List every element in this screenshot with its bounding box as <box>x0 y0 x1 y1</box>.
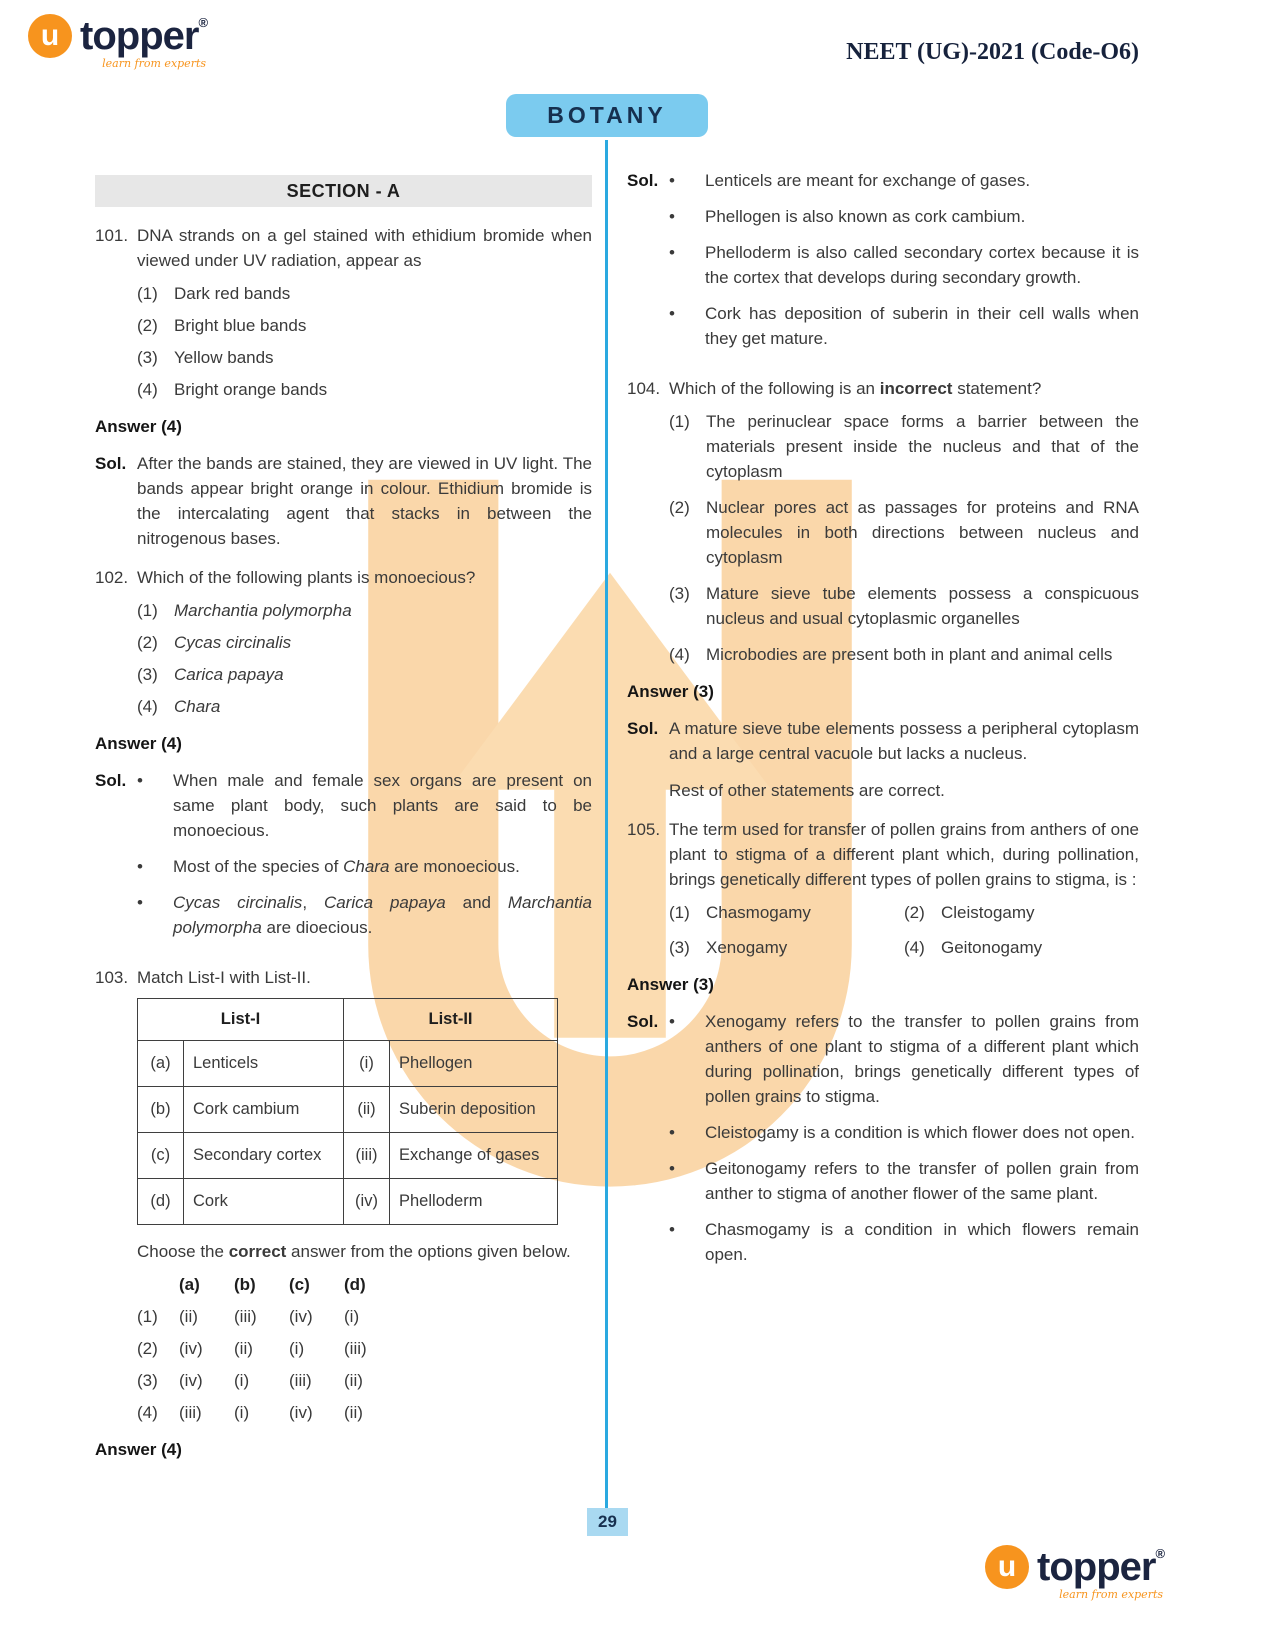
option-text: Bright orange bands <box>174 380 328 399</box>
option-105-2 <box>904 900 1139 925</box>
question-text: The term used for transfer of pollen grains from anthers of one plant to stigma of a different plant which, during pollination, brings genetically different types of pollen grains to stigma, is : <box>669 820 1139 889</box>
solution-bullet <box>669 301 1139 351</box>
choose-instruction: Choose the correct answer from the options given below. <box>137 1242 571 1261</box>
option-101-2 <box>137 313 592 338</box>
question-number: 101. <box>95 226 129 245</box>
option-text: Nuclear pores act as passages for proteins and RNA molecules in both directions between nucleus and cytoplasm <box>706 498 1139 567</box>
solution-bullet <box>137 768 592 843</box>
option-number: (4) <box>904 938 925 957</box>
option-text: Carica papaya <box>174 665 284 684</box>
brand-mark-letter: u <box>997 1550 1017 1583</box>
option-number: (3) <box>669 938 690 957</box>
grid-header: (a) <box>179 1275 200 1294</box>
option-number: (3) <box>137 348 158 367</box>
brand-logo <box>28 14 209 70</box>
solution-103 <box>627 168 1139 362</box>
question-text: DNA strands on a gel stained with ethidium bromide when viewed under UV radiation, appear as <box>137 226 592 270</box>
bullet-icon: • <box>669 243 675 262</box>
bullet-icon: • <box>669 207 675 226</box>
option-104-1 <box>669 409 1139 484</box>
option-number: (1) <box>137 284 158 303</box>
bullet-icon: • <box>137 893 143 912</box>
solution-105 <box>627 1009 1139 1278</box>
brand-logo-icon <box>28 14 72 58</box>
grid-row-number: (3) <box>137 1371 158 1390</box>
grid-header: (c) <box>289 1275 310 1294</box>
bullet-icon: • <box>137 857 143 876</box>
answer-103: Answer (4) <box>95 1440 182 1459</box>
answer-102: Answer (4) <box>95 734 182 753</box>
solution-bullet <box>137 854 592 879</box>
option-text: Mature sieve tube elements possess a conspicuous nucleus and usual cytoplasmic organelles <box>706 584 1139 628</box>
left-column <box>95 175 592 1474</box>
options-105 <box>669 900 1139 960</box>
bullet-text: Phellogen is also known as cork cambium. <box>705 207 1026 226</box>
question-number: 104. <box>627 379 661 398</box>
option-number: (4) <box>669 645 690 664</box>
solution-text: After the bands are stained, they are viewed in UV light. The bands appear bright orange in colour. Ethidium bromide is the intercalating agent that stacks in between the nitrogenous bases. <box>137 454 592 548</box>
document-title: NEET (UG)-2021 (Code-O6) <box>846 39 1139 65</box>
option-number: (3) <box>137 665 158 684</box>
solution-bullet <box>669 204 1139 229</box>
bullet-text: Cork has deposition of suberin in their cell walls when they get mature. <box>705 304 1139 348</box>
option-number: (2) <box>904 903 925 922</box>
bullet-icon: • <box>137 771 143 790</box>
option-number: (2) <box>137 633 158 652</box>
option-104-3 <box>669 581 1139 631</box>
option-102-1 <box>137 598 592 623</box>
question-105 <box>627 817 1139 1278</box>
grid-header: (b) <box>234 1275 256 1294</box>
solution-bullet <box>669 240 1139 290</box>
answer-104: Answer (3) <box>627 682 714 701</box>
solution-bullet <box>669 1120 1139 1145</box>
bullet-text: Cleistogamy is a condition is which flower does not open. <box>705 1123 1135 1142</box>
option-102-3 <box>137 662 592 687</box>
section-label: SECTION - A <box>286 180 401 201</box>
option-text: Geitonogamy <box>941 938 1043 957</box>
column-divider <box>605 140 608 1508</box>
question-number: 103. <box>95 968 129 987</box>
brand-mark-letter: u <box>40 19 60 52</box>
option-105-4 <box>904 935 1139 960</box>
question-text: Which of the following plants is monoecious? <box>137 568 476 587</box>
bullet-icon: • <box>669 1123 675 1142</box>
brand-name: topper <box>80 14 199 58</box>
solution-101 <box>95 451 592 551</box>
solution-text: Rest of other statements are correct. <box>669 781 945 800</box>
bullet-text: Phelloderm is also called secondary cortex because it is the cortex that develops during secondary growth. <box>705 243 1139 287</box>
registered-mark: ® <box>1155 1546 1166 1561</box>
option-number: (2) <box>669 498 690 517</box>
right-column <box>627 168 1139 1292</box>
match-table-row: (a) Lenticels (i) Phellogen <box>138 1041 558 1087</box>
bullet-icon: • <box>669 304 675 323</box>
question-number: 105. <box>627 820 661 839</box>
option-101-3 <box>137 345 592 370</box>
match-table-row: (b) Cork cambium (ii) Suberin deposition <box>138 1087 558 1133</box>
question-number: 102. <box>95 568 129 587</box>
option-number: (1) <box>669 412 690 431</box>
bullet-text: Chasmogamy is a condition in which flowers remain open. <box>705 1220 1139 1264</box>
bullet-icon: • <box>669 1220 675 1239</box>
question-104 <box>627 376 1139 803</box>
option-text: Xenogamy <box>706 938 788 957</box>
bullet-text: Most of the species of Chara are monoecious. <box>173 857 520 876</box>
option-105-1 <box>669 900 904 925</box>
answer-105: Answer (3) <box>627 975 714 994</box>
bullet-text: Lenticels are meant for exchange of gases. <box>705 171 1031 190</box>
solution-bullet <box>669 1217 1139 1267</box>
question-102 <box>95 565 592 951</box>
option-number: (4) <box>137 380 158 399</box>
option-text: Chasmogamy <box>706 903 811 922</box>
solution-label: Sol. <box>627 719 659 738</box>
brand-logo-icon <box>985 1545 1029 1589</box>
option-102-4 <box>137 694 592 719</box>
option-text: Yellow bands <box>174 348 274 367</box>
option-number: (4) <box>137 697 158 716</box>
option-104-4 <box>669 642 1139 667</box>
option-text: Cleistogamy <box>941 903 1035 922</box>
brand-tagline: learn from experts <box>1059 1588 1164 1601</box>
match-table-row: (d) Cork (iv) Phelloderm <box>138 1179 558 1225</box>
bullet-icon: • <box>669 171 675 190</box>
list1-header: List-I <box>138 999 344 1041</box>
option-text: Chara <box>174 697 221 716</box>
option-number: (1) <box>669 903 690 922</box>
match-table-row: (c) Secondary cortex (iii) Exchange of gases <box>138 1133 558 1179</box>
bullet-text: Geitonogamy refers to the transfer of pollen grain from anther to stigma of another flower of the same plant. <box>705 1159 1139 1203</box>
option-text: The perinuclear space forms a barrier between the materials present inside the nucleus and that of the cytoplasm <box>706 412 1139 481</box>
question-101 <box>95 223 592 551</box>
bullet-text: Cycas circinalis, Carica papaya and Marchantia polymorpha are dioecious. <box>173 893 592 937</box>
subject-badge: BOTANY <box>506 94 708 137</box>
registered-mark: ® <box>198 15 209 30</box>
solution-bullet <box>669 168 1139 193</box>
option-text: Microbodies are present both in plant and animal cells <box>706 645 1113 664</box>
option-text: Bright blue bands <box>174 316 307 335</box>
solution-text: A mature sieve tube elements possess a peripheral cytoplasm and a large central vacuole but lacks a nucleus. <box>669 719 1139 763</box>
brand-logo-footer <box>985 1545 1166 1601</box>
brand-text <box>1037 1545 1166 1601</box>
list2-header: List-II <box>344 999 558 1041</box>
page-number: 29 <box>587 1508 628 1536</box>
match-table <box>137 998 558 1225</box>
grid-row-number: (2) <box>137 1339 158 1358</box>
solution-label: Sol. <box>95 771 127 790</box>
grid-spacer <box>137 1272 179 1297</box>
bullet-text: Xenogamy refers to the transfer to pollen grains from anthers of one plant to stigma of a different plant which during pollination, brings genetically different types of pollen grains to stigma. <box>705 1012 1139 1106</box>
section-header <box>95 175 592 207</box>
option-104-2 <box>669 495 1139 570</box>
bullet-icon: • <box>669 1159 675 1178</box>
answer-101: Answer (4) <box>95 417 182 436</box>
bullet-text: When male and female sex organs are present on same plant body, such plants are said to be monoecious. <box>173 771 592 840</box>
solution-bullet <box>137 890 592 940</box>
brand-tagline: learn from experts <box>102 57 207 70</box>
solution-label: Sol. <box>627 1012 659 1031</box>
match-table-header-row <box>138 999 558 1041</box>
grid-header: (d) <box>344 1275 366 1294</box>
option-105-3 <box>669 935 904 960</box>
option-text: Marchantia polymorpha <box>174 601 352 620</box>
question-text: Which of the following is an incorrect statement? <box>669 379 1042 398</box>
solution-bullet <box>669 1009 1139 1109</box>
bullet-icon: • <box>669 1012 675 1031</box>
option-text: Cycas circinalis <box>174 633 292 652</box>
option-number: (1) <box>137 601 158 620</box>
option-text: Dark red bands <box>174 284 291 303</box>
option-number: (2) <box>137 316 158 335</box>
option-101-4 <box>137 377 592 402</box>
option-102-2 <box>137 630 592 655</box>
brand-name: topper <box>1037 1545 1156 1589</box>
grid-row-number: (1) <box>137 1307 158 1326</box>
brand-text <box>80 14 209 70</box>
solution-104 <box>627 716 1139 803</box>
solution-102 <box>95 768 592 951</box>
options-grid-103: (a) (b) (c) (d) (1) (ii) (iii) (iv) (i) (2) (iv) (ii) (i) (iii) (3) (iv) (i) (iii) (ii) (4) (iii) (i) (iv) (ii) <box>137 1272 592 1425</box>
question-text: Match List-I with List-II. <box>137 968 311 987</box>
solution-label: Sol. <box>627 171 659 190</box>
option-number: (3) <box>669 584 690 603</box>
option-101-1 <box>137 281 592 306</box>
solution-label: Sol. <box>95 454 127 473</box>
question-103 <box>95 965 592 1462</box>
grid-row-number: (4) <box>137 1403 158 1422</box>
solution-bullet <box>669 1156 1139 1206</box>
